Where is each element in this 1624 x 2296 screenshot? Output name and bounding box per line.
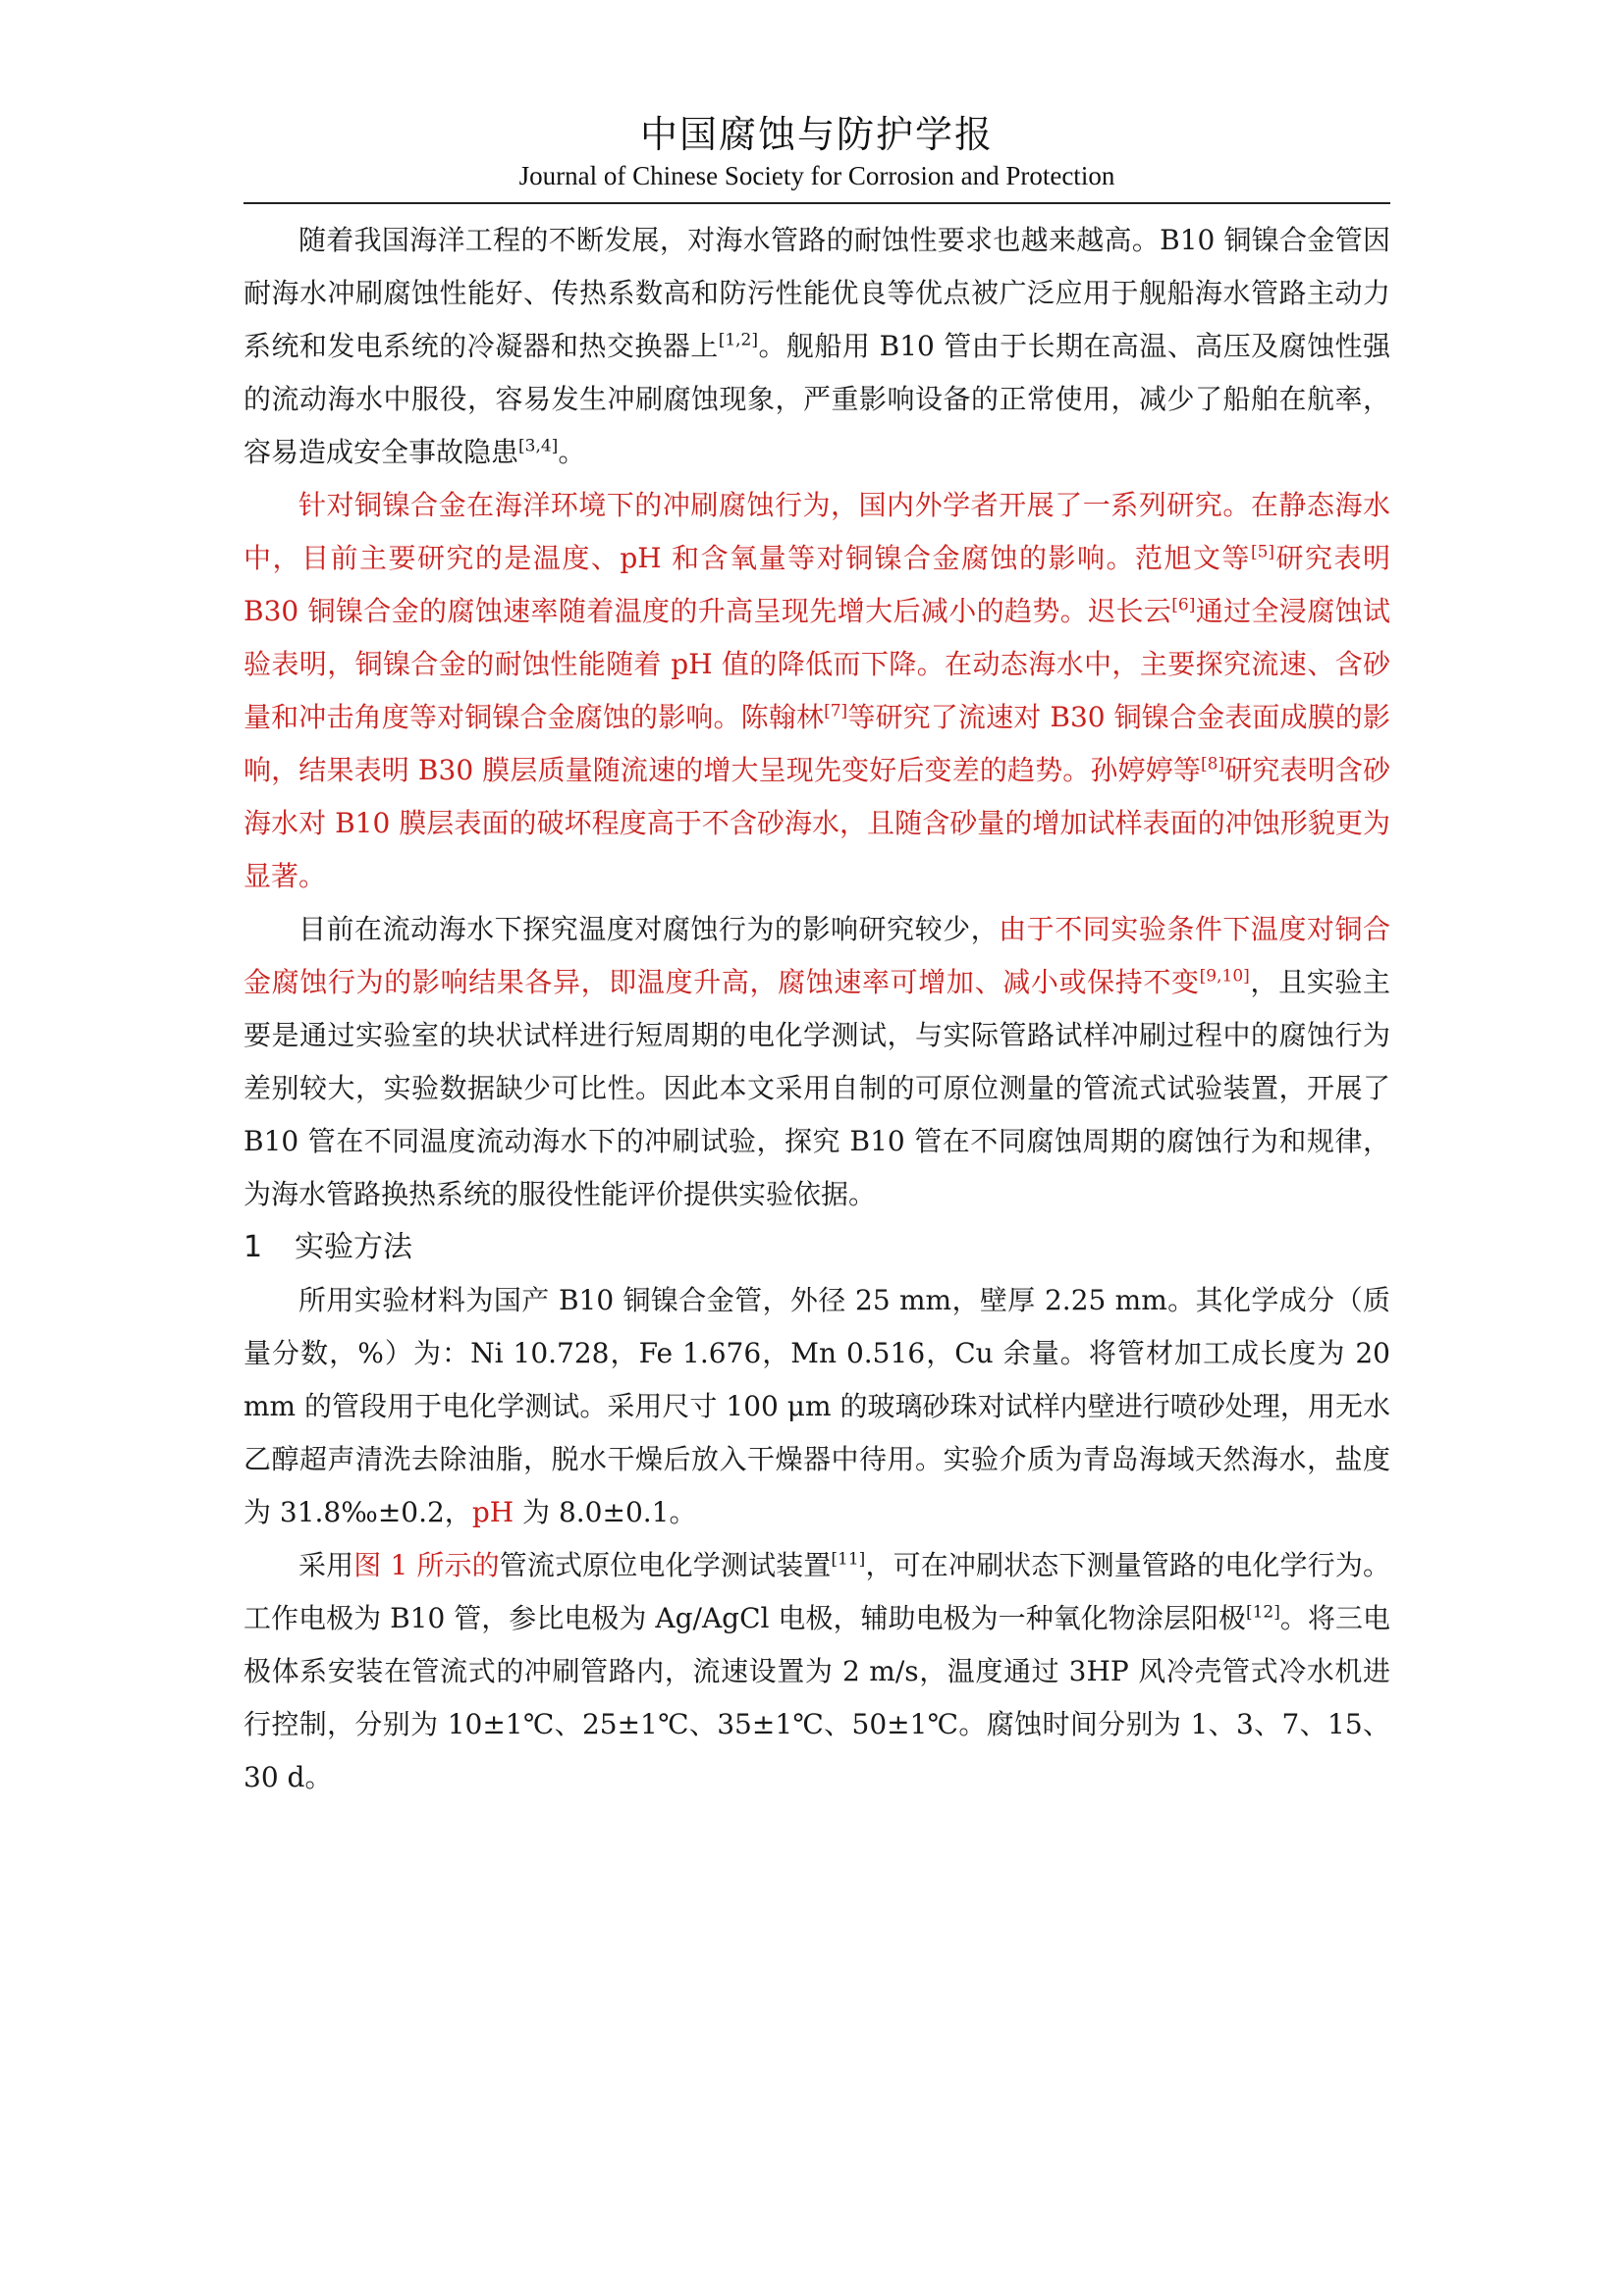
citation: [7] xyxy=(824,701,848,721)
highlighted-text-run: pH xyxy=(471,1496,514,1528)
citation: [8] xyxy=(1201,754,1225,774)
text-run: 通过全浸腐蚀试验表明，铜镍合金的耐蚀性能随着 pH 值的降低而下降。在动态海水中，主要探究流速、含砂量和冲击角度等对铜镍合金腐蚀的影响。陈翰林 xyxy=(244,595,1390,733)
section-title: 实验方法 xyxy=(295,1230,412,1264)
journal-title-cn: 中国腐蚀与防护学报 xyxy=(639,113,994,156)
methods-paragraph-1 xyxy=(244,1274,1390,1539)
text-run: ，且实验主要是通过实验室的块状试样进行短周期的电化学测试，与实际管路试样冲刷过程中的腐蚀行为差别较大，实验数据缺少可比性。因此本文采用自制的可原位测量的管流式试验装置，开展了 B10 管在不同温度流动海水下的冲刷试验，探究 B10 管在不同腐蚀周期的腐蚀行为和规律，为海水管路换热系统的服役性能评价提供实验依据。 xyxy=(244,966,1390,1210)
text-run: 为 8.0±0.1。 xyxy=(514,1496,697,1528)
journal-header xyxy=(244,110,1390,192)
text-run: 。 xyxy=(558,436,586,468)
text-run: 研究表明 B30 铜镍合金的腐蚀速率随着温度的升高呈现先增大后减小的趋势。迟长云 xyxy=(244,542,1390,627)
text-run: 目前在流动海水下探究温度对腐蚀行为的影响研究较少， xyxy=(298,913,1000,945)
text-run: 随着我国海洋工程的不断发展，对海水管路的耐蚀性要求也越来越高。B10 铜镍合金管因耐海水冲刷腐蚀性能好、传热系数高和防污性能优良等优点被广泛应用于舰船海水管路主动力系统和发电系统的冷凝器和热交换器上 xyxy=(244,224,1390,362)
section-number: 1 xyxy=(244,1230,263,1264)
methods-paragraph-2 xyxy=(244,1539,1390,1804)
intro-paragraph-2 xyxy=(244,479,1390,903)
text-run: 。将三电极体系安装在管流式的冲刷管路内，流速设置为 2 m/s，温度通过 3HP 风冷壳管式冷水机进行控制，分别为 10±1℃、25±1℃、35±1℃、50±1℃。腐蚀时间分别为 1、3、7、15、30 d。 xyxy=(244,1602,1390,1793)
text-run: 针对铜镍合金在海洋环境下的冲刷腐蚀行为，国内外学者开展了一系列研究。在静态海水中，目前主要研究的是温度、pH 和含氧量等对铜镍合金腐蚀的影响。范旭文等 xyxy=(244,489,1390,574)
header-divider xyxy=(244,202,1390,204)
text-run: 所用实验材料为国产 B10 铜镍合金管，外径 25 mm，壁厚 2.25 mm。其化学成分（质量分数，%）为：Ni 10.728，Fe 1.676，Mn 0.516，Cu 余量。将管材加工成长度为 20 mm 的管段用于电化学测试。采用尺寸 100 μm 的玻璃砂珠对试样内壁进行喷砂处理，用无水乙醇超声清洗去除油脂，脱水干燥后放入干燥器中待用。实验介质为青岛海域天然海水，盐度为 31.8‰±0.2， xyxy=(244,1284,1390,1528)
text-run: 采用 xyxy=(298,1549,354,1581)
citation: [11] xyxy=(831,1549,866,1570)
citation: [12] xyxy=(1245,1602,1280,1623)
intro-paragraph-3 xyxy=(244,903,1390,1221)
intro-paragraph-1 xyxy=(244,214,1390,479)
journal-title-en: Journal of Chinese Society for Corrosion and Protection xyxy=(518,161,1115,190)
citation: [6] xyxy=(1171,595,1196,615)
citation: [1,2] xyxy=(718,330,759,350)
text-run: 研究表明含砂海水对 B10 膜层表面的破坏程度高于不含砂海水，且随含砂量的增加试样表面的冲蚀形貌更为显著。 xyxy=(244,754,1390,892)
figure-reference[interactable]: 图 1 所示的 xyxy=(353,1549,500,1581)
text-run: ，可在冲刷状态下测量管路的电化学行为。工作电极为 B10 管，参比电极为 Ag/AgCl 电极，辅助电极为一种氧化物涂层阳极 xyxy=(244,1549,1390,1634)
citation: [9,10] xyxy=(1199,966,1250,987)
citation: [5] xyxy=(1250,542,1275,562)
citation: [3,4] xyxy=(518,436,559,456)
text-run: 等研究了流速对 B30 铜镍合金表面成膜的影响，结果表明 B30 膜层质量随流速的增大呈现先变好后变差的趋势。孙婷婷等 xyxy=(244,701,1390,786)
text-run: 。舰船用 B10 管由于长期在高温、高压及腐蚀性强的流动海水中服役，容易发生冲刷腐蚀现象，严重影响设备的正常使用，减少了船舶在航率，容易造成安全事故隐患 xyxy=(244,330,1390,468)
section-heading xyxy=(244,1221,1390,1274)
highlighted-text-run: 由于不同实验条件下温度对铜合金腐蚀行为的影响结果各异，即温度升高，腐蚀速率可增加、减小或保持不变 xyxy=(244,913,1390,998)
article-body xyxy=(244,214,1390,1804)
text-run: 管流式原位电化学测试装置 xyxy=(499,1549,832,1581)
